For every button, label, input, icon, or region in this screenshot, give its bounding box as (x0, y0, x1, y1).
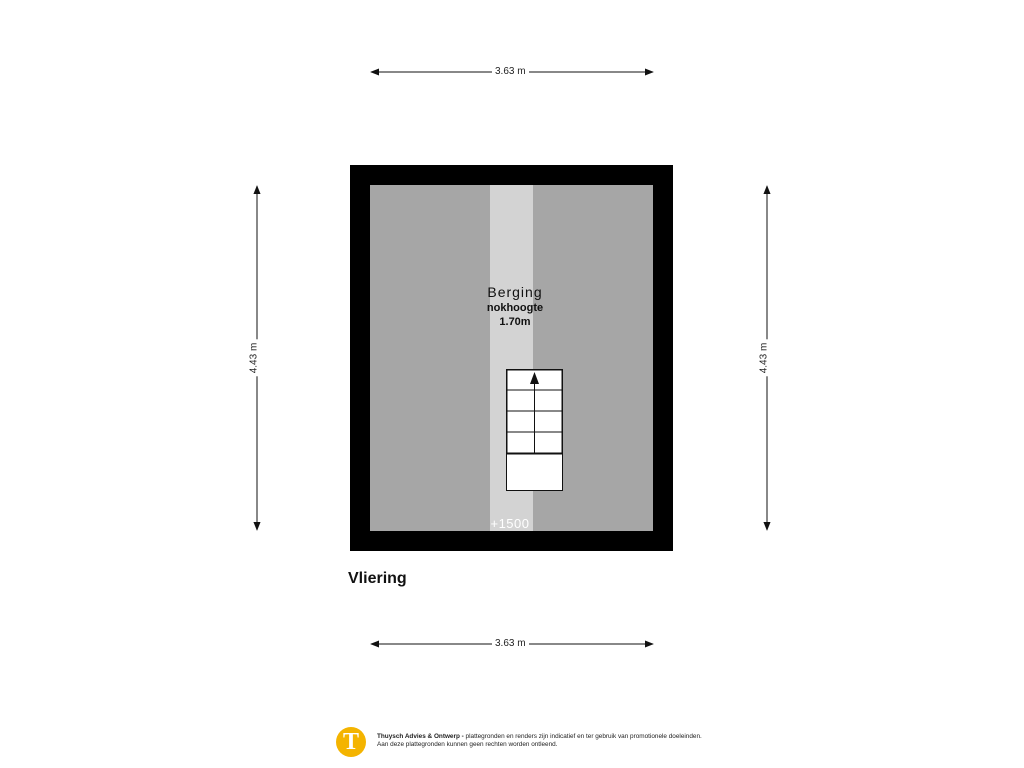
company-logo-icon: T (336, 727, 366, 757)
footer-disclaimer (377, 733, 737, 749)
footer-line-2: Aan deze plattegronden kunnen geen rechten worden ontleend. (377, 741, 558, 748)
footer-line-1: plattegronden en renders zijn indicatief en ter gebruik van promotionele doeleinden. (465, 733, 702, 740)
floor-title: Vliering (348, 570, 407, 587)
level-label: +1500 (490, 516, 530, 531)
bottom-dimension-label: 3.63 m (492, 638, 529, 650)
ridge-height-value: 1.70m (499, 316, 531, 328)
staircase (506, 369, 563, 491)
ridge-height-label: nokhoogte (486, 302, 544, 314)
right-dimension-label: 4.43 m (758, 340, 770, 377)
footer-company: Thuysch Advies & Ontwerp - (377, 733, 464, 740)
left-dimension-label: 4.43 m (248, 340, 260, 377)
top-dimension-label: 3.63 m (492, 66, 529, 78)
room-name: Berging (487, 284, 543, 300)
